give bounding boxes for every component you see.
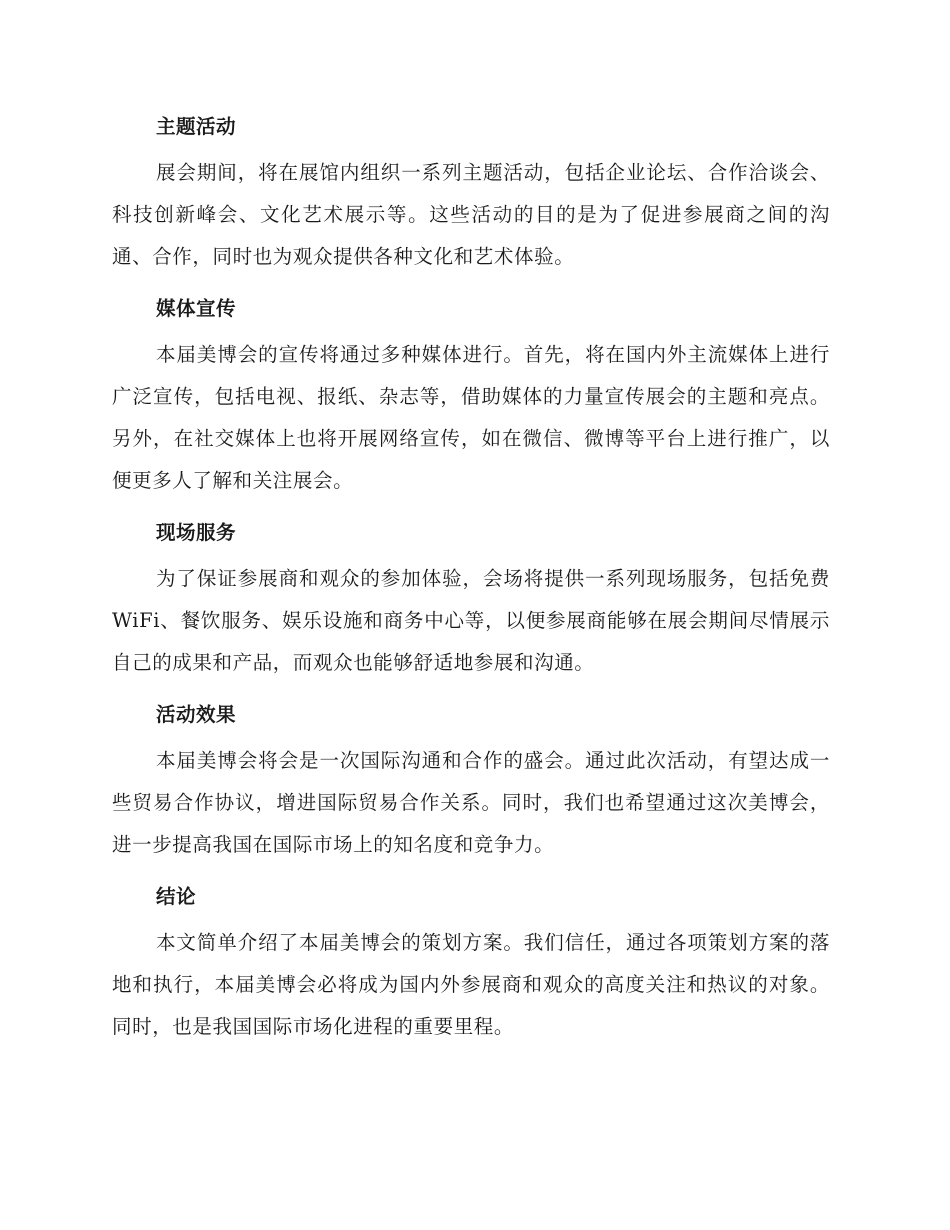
section-paragraph: 展会期间，将在展馆内组织一系列主题活动，包括企业论坛、合作洽谈会、科技创新峰会、文化艺术展示等。这些活动的目的是为了促进参展商之间的沟通、合作，同时也为观众提供各种文化和艺术体验。 [112,161,830,268]
section-heading: 主题活动 [156,115,237,138]
section-heading: 结论 [156,885,197,908]
section-onsite-services [112,514,830,684]
section-media-promotion [112,290,830,502]
section-conclusion [112,878,830,1048]
section-paragraph: 本届美博会的宣传将通过多种媒体进行。首先，将在国内外主流媒体上进行广泛宣传，包括电视、报纸、杂志等，借助媒体的力量宣传展会的主题和亮点。另外，在社交媒体上也将开展网络宣传，如在微信、微博等平台上进行推广，以便更多人了解和关注展会。 [112,343,830,492]
section-heading: 活动效果 [156,703,237,726]
section-activity-effect [112,696,830,866]
section-heading: 现场服务 [156,521,237,544]
section-paragraph: 本文简单介绍了本届美博会的策划方案。我们信任，通过各项策划方案的落地和执行，本届美博会必将成为国内外参展商和观众的高度关注和热议的对象。同时，也是我国国际市场化进程的重要里程。 [112,931,830,1038]
section-paragraph: 为了保证参展商和观众的参加体验，会场将提供一系列现场服务，包括免费WiFi、餐饮服务、娱乐设施和商务中心等，以便参展商能够在展会期间尽情展示自己的成果和产品，而观众也能够舒适地参展和沟通。 [112,567,830,674]
section-heading: 媒体宣传 [156,297,237,320]
section-paragraph: 本届美博会将会是一次国际沟通和合作的盛会。通过此次活动，有望达成一些贸易合作协议，增进国际贸易合作关系。同时，我们也希望通过这次美博会，进一步提高我国在国际市场上的知名度和竞争力。 [112,749,830,856]
document-page [112,108,830,1060]
section-theme-activities [112,108,830,278]
